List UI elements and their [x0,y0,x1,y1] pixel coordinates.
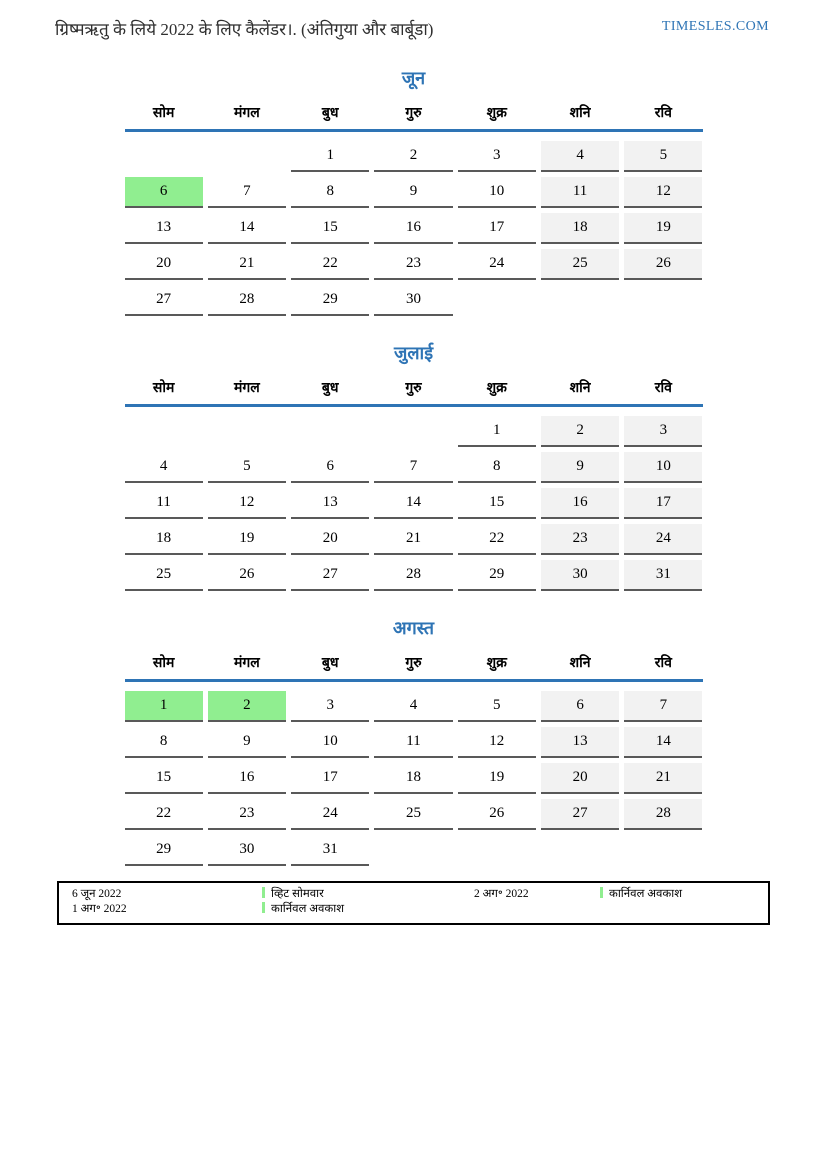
day-cell: 18 [541,213,619,244]
holiday-swatch-icon [600,887,603,898]
day-cell: 12 [208,488,286,519]
day-cell: 26 [458,799,536,830]
day-cell: 23 [374,249,452,280]
legend-entry [600,887,768,902]
day-cell: 28 [208,285,286,316]
weekday-label: बुध [321,381,339,397]
empty-cell [374,835,452,864]
legend-label-text: व्हिट सोमवार [271,888,324,901]
day-cell: 2 [208,691,286,722]
day-cell: 6 [541,691,619,722]
empty-cell [208,141,286,170]
weekday-label: मंगल [234,656,260,672]
day-cell: 13 [291,488,369,519]
page-header [0,0,827,41]
day-cell: 16 [374,213,452,244]
day-cell: 7 [208,177,286,208]
day-cell: 1 [125,691,203,722]
day-cell: 24 [624,524,702,555]
day-cell: 12 [458,727,536,758]
weekday-label: सोम [152,381,175,397]
empty-cell [624,835,702,864]
day-cell: 2 [541,416,619,447]
day-cell: 18 [374,763,452,794]
day-cell: 24 [458,249,536,280]
empty-cell [291,416,369,445]
weekday-label: शुक्र [486,381,507,397]
month-block-2 [125,616,703,866]
day-cell: 30 [374,285,452,316]
empty-cell [541,835,619,864]
month-grid [125,691,703,866]
empty-cell [458,285,536,314]
weekday-header-row [125,653,703,682]
day-cell: 28 [374,560,452,591]
empty-cell [624,285,702,314]
day-cell: 17 [291,763,369,794]
day-cell: 1 [458,416,536,447]
empty-cell [208,416,286,445]
day-cell: 22 [125,799,203,830]
empty-cell [458,835,536,864]
weekday-header-row [125,103,703,132]
day-cell: 9 [374,177,452,208]
day-cell: 7 [374,452,452,483]
day-cell: 25 [125,560,203,591]
day-cell: 29 [291,285,369,316]
holiday-swatch-icon [262,902,265,913]
day-cell: 1 [291,141,369,172]
weekday-label: रवि [654,656,672,672]
day-cell: 14 [624,727,702,758]
day-cell: 19 [458,763,536,794]
month-title: अगस्त [392,618,435,639]
legend-label-text: कार्निवल अवकाश [609,888,683,901]
day-cell: 6 [291,452,369,483]
day-cell: 27 [541,799,619,830]
day-cell: 23 [541,524,619,555]
day-cell: 9 [541,452,619,483]
day-cell: 20 [541,763,619,794]
day-cell: 19 [208,524,286,555]
legend-date: 2 अग॰ 2022 [474,888,529,901]
day-cell: 13 [541,727,619,758]
day-cell: 20 [125,249,203,280]
day-cell: 8 [125,727,203,758]
weekday-label: रवि [654,106,672,122]
legend-date: 1 अग॰ 2022 [72,903,127,916]
day-cell: 4 [125,452,203,483]
legend-date: 6 जून 2022 [72,888,122,901]
weekday-label: शनि [569,381,591,397]
month-grid [125,416,703,591]
empty-cell [125,416,203,445]
day-cell: 25 [374,799,452,830]
weekday-label: शुक्र [486,106,507,122]
weekday-label: मंगल [234,381,260,397]
day-cell: 30 [541,560,619,591]
day-cell: 26 [624,249,702,280]
day-cell: 12 [624,177,702,208]
day-cell: 20 [291,524,369,555]
month-title: जून [401,68,426,89]
day-cell: 31 [624,560,702,591]
day-cell: 23 [208,799,286,830]
day-cell: 10 [458,177,536,208]
day-cell: 10 [291,727,369,758]
day-cell: 3 [291,691,369,722]
day-cell: 5 [624,141,702,172]
day-cell: 26 [208,560,286,591]
day-cell: 17 [458,213,536,244]
day-cell: 21 [374,524,452,555]
month-grid [125,141,703,316]
day-cell: 28 [624,799,702,830]
day-cell: 29 [125,835,203,866]
day-cell: 2 [374,141,452,172]
month-block-0 [125,66,703,316]
day-cell: 6 [125,177,203,208]
day-cell: 22 [291,249,369,280]
page-title: ग्रिष्मऋतु के लिये 2022 के लिए कैलेंडर।. (अंतिगुया और बार्बूडा) [55,20,434,39]
day-cell: 15 [458,488,536,519]
legend-row [59,902,768,917]
weekday-label: बुध [321,106,339,122]
empty-cell [125,141,203,170]
day-cell: 11 [125,488,203,519]
day-cell: 24 [291,799,369,830]
legend-entry [262,887,474,902]
month-block-1 [125,341,703,591]
day-cell: 9 [208,727,286,758]
day-cell: 29 [458,560,536,591]
day-cell: 13 [125,213,203,244]
day-cell: 16 [541,488,619,519]
site-logo-link[interactable]: TIMESLES.COM [661,19,769,34]
weekday-header-row [125,378,703,407]
day-cell: 21 [208,249,286,280]
day-cell: 5 [208,452,286,483]
day-cell: 11 [374,727,452,758]
day-cell: 22 [458,524,536,555]
legend-label-text: कार्निवल अवकाश [271,903,345,916]
day-cell: 17 [624,488,702,519]
day-cell: 8 [458,452,536,483]
day-cell: 15 [125,763,203,794]
holiday-swatch-icon [262,887,265,898]
weekday-label: शनि [569,106,591,122]
day-cell: 19 [624,213,702,244]
weekday-label: बुध [321,656,339,672]
day-cell: 4 [541,141,619,172]
weekday-label: रवि [654,381,672,397]
day-cell: 14 [374,488,452,519]
weekday-label: गुरु [405,381,422,397]
empty-cell [374,416,452,445]
day-cell: 27 [291,560,369,591]
day-cell: 16 [208,763,286,794]
day-cell: 10 [624,452,702,483]
weekday-label: गुरु [405,656,422,672]
weekday-label: सोम [152,106,175,122]
day-cell: 18 [125,524,203,555]
day-cell: 5 [458,691,536,722]
months-container [0,66,827,866]
day-cell: 11 [541,177,619,208]
day-cell: 4 [374,691,452,722]
weekday-label: शुक्र [486,656,507,672]
empty-cell [541,285,619,314]
legend-row [59,887,768,902]
holiday-legend [57,881,770,925]
day-cell: 8 [291,177,369,208]
day-cell: 7 [624,691,702,722]
weekday-label: शनि [569,656,591,672]
legend-entry [262,902,474,917]
weekday-label: मंगल [234,106,260,122]
day-cell: 3 [624,416,702,447]
month-title: जुलाई [393,343,434,364]
day-cell: 3 [458,141,536,172]
day-cell: 31 [291,835,369,866]
day-cell: 15 [291,213,369,244]
day-cell: 30 [208,835,286,866]
weekday-label: गुरु [405,106,422,122]
day-cell: 14 [208,213,286,244]
weekday-label: सोम [152,656,175,672]
day-cell: 25 [541,249,619,280]
day-cell: 27 [125,285,203,316]
day-cell: 21 [624,763,702,794]
